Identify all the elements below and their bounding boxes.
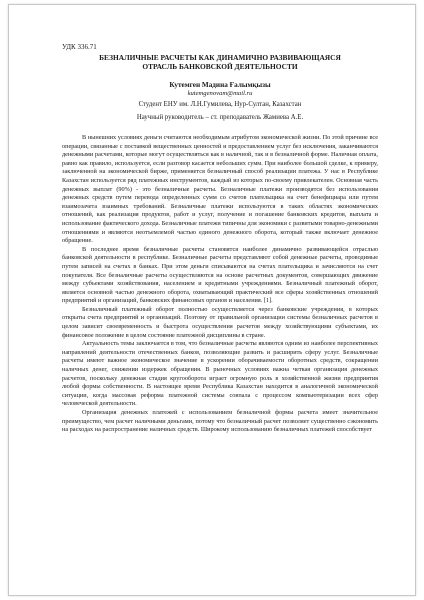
body-paragraph: В нынешних условиях деньги считаются необходимым атрибутом экономической жизни. По этой причине все операции, связанные с поставкой вещественных ценностей и предоставлением услуг без исключения, заканчиваются денежными расчетами, которые могут осуществляться как в наличной, так и в безналичной форме. Наличная оплата, равно как правило, используется, если разговор касается небольших сумм. При наиболее большой сделке, к примеру, заключенной на экономической бирже, применяется безналичный способ реализации платежа. У нас в Республике Казахстан используется ряд платежных инструментов, каждый из которых по-своему привлекателен. Основная часть денежных выплат (90%) - это безналичные расчеты. Безналичные платежи производятся без использования денежных средств путем перевода определенных сумм со счетов плательщика на счет бенефициара или путем взаимозачета взаимных требований. Безналичные платежи используются в таких областях экономических отношений, как реализация продуктов, работ и услуг, получение и погашение банковских кредитов, выплата и использование фактического дохода. Безналичные платежи типичны для экономики с развитыми товарно-денежными отношениями и являются неотъемлемой частью единого денежного оборота, который также включает денежное обращение. — [62, 134, 378, 245]
body-paragraph: Безналичный платежный оборот полностью осуществляется через банковские учреждения, в которых открыты счета предприятий и организаций. Поэтому от правильной организации системы безналичных расчетов в целом зависит своевременность и быстрота осуществления расчетов между хозяйствующими субъектами, их финансовое положение в целом состояние платежной дисциплины в стране. — [62, 305, 378, 339]
author-email: kutemgenovam@mail.ru — [187, 90, 253, 97]
supervisor-line: Научный руководитель – ст. преподаватель Жамиева А.Е. — [136, 114, 304, 121]
body-paragraph: В последнее время безналичные расчеты становятся наиболее динамично развивающейся отраслью банковской деятельности в республике. Безналичные расчеты представляют собой денежные расчеты, проводимые путем записей на счетах в банках. При этом деньги списываются на счетах плательщика и зачисляются на счет покупателя. Все безналичные расчеты осуществляются на основе расчетных документов, совершающих движение между субъектами хозяйствования, населением и кредитными учреждениями. Безналичный платежный оборот, является основной частью денежного оборота, охватывающий практический все сферы хозяйственных отношений предприятий и организаций, банковских финансовых органов и населения. [1]. — [62, 245, 378, 305]
page-content — [62, 43, 378, 435]
body-paragraph: Организация денежных платежей с использованием безналичной формы расчета имеет значительное преимущество, чем расчет наличными деньгами, потому что безналичный расчет позволяет существенно сэкономить на расходах на распространение наличных средств. Широкому использованию безналичных платежей способствует — [62, 409, 378, 434]
title-line-1: БЕЗНАЛИЧНЫЕ РАСЧЕТЫ КАК ДИНАМИЧНО РАЗВИВАЮЩАЯСЯ — [99, 53, 341, 62]
udk-code: УДК 336.71 — [62, 43, 97, 51]
author-affiliation: Студент ЕНУ им. Л.Н.Гумилева, Нур-Султан, Казахстан — [138, 101, 302, 108]
title-line-2: ОТРАСЛЬ БАНКОВСКОЙ ДЕЯТЕЛЬНОСТИ — [142, 62, 298, 71]
paper-title — [62, 53, 378, 71]
paper-body — [62, 134, 378, 435]
body-paragraph: Актуальность темы заключается в том, что безналичные расчеты являются одним из наиболее перспективных направлений деятельности отечественных банков, позволяющие развить и расширить сферу услуг. Безналичные расчеты имеют важное экономическое значение в ускорении оборачиваемости оборотных средств, сокращении наличных денег, снижении издержек обращения. В рыночных условиях важна четкая организация денежных расчетов, поскольку денежная стадия кругооборота играет огромную роль в хозяйственной жизни предприятия любой формы собственности. В настоящее время Республика Казахстан находится в аналогичной экономической ситуации, когда массовая реформа платежной системы совпала с процессом компьютеризации всех сфер человеческой деятельности. — [62, 340, 378, 408]
document-page — [8, 4, 416, 596]
author-name: Кутемген Мадина Ғалымқызы — [169, 81, 271, 89]
